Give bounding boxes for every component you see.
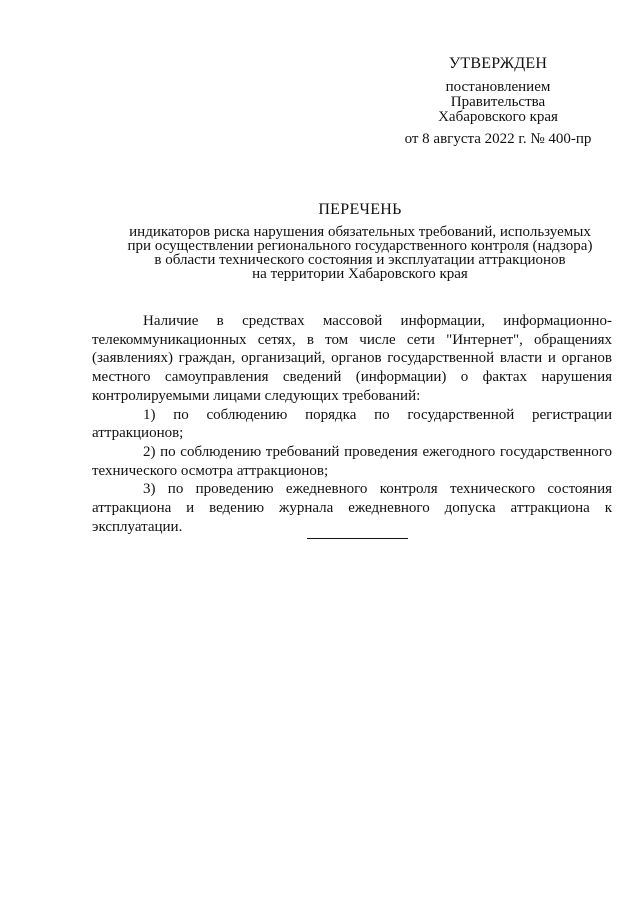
document-body [92,312,612,536]
approval-heading: УТВЕРЖДЕН [448,55,548,72]
intro-paragraph: Наличие в средствах массовой информации, информационно-телекоммуникационных сетях, в том числе сети "Интернет", обращениях (заявлениях) граждан, организаций, органов государственной власти и органов местного самоуправления сведений (информации) о фактах нарушения контролируемыми лицами следующих требований: [92,313,612,404]
document-title: ПЕРЕЧЕНЬ [318,201,402,218]
list-item: 3) по проведению ежедневного контроля технического состояния аттракциона и ведению журнала ежедневного допуска аттракциона к эксплуатации. [92,481,612,535]
subtitle-line: при осуществлении регионального государственного контроля (надзора) [127,238,593,254]
approval-line-3: Хабаровского края [438,109,558,125]
subtitle-line: в области технического состояния и эксплуатации аттракционов [154,252,566,268]
approval-stamp [396,56,600,147]
list-item: 1) по соблюдению порядка по государственной регистрации аттракционов; [92,406,612,442]
document-title-block [96,203,624,281]
subtitle-line: на территории Хабаровского края [252,266,468,282]
approval-line-1: постановлением [445,79,551,95]
approval-line-2: Правительства [450,94,546,110]
list-item: 2) по соблюдению требований проведения ежегодного государственного технического осмотра аттракционов; [92,443,612,479]
approval-date: от 8 августа 2022 г. № 400-пр [404,131,592,147]
closing-divider [307,538,408,539]
subtitle-line: индикаторов риска нарушения обязательных требований, используемых [129,224,591,240]
